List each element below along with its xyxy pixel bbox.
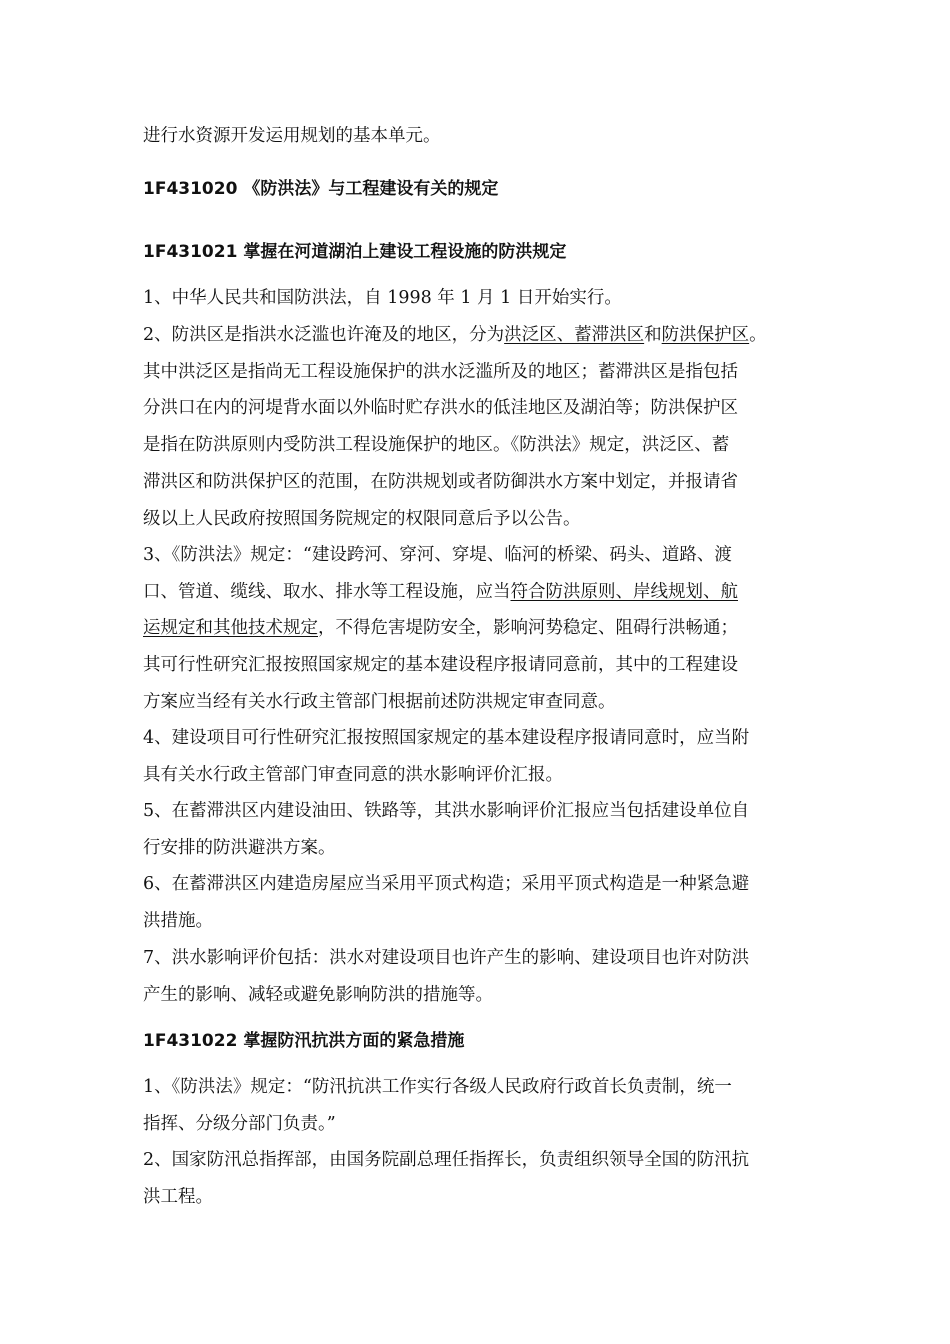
paragraph-item-q1 — [143, 1069, 823, 1142]
text-run: 。 — [749, 325, 767, 345]
text-line: 其可行性研究汇报按照国家规定的基本建设程序报请同意前，其中的工程建设 — [143, 655, 738, 676]
text-line: 产生的影响、减轻或避免影响防洪的措施等。 — [143, 984, 493, 1005]
text-line: 具有关水行政主管部门审查同意的洪水影响评价汇报。 — [143, 764, 563, 785]
text-run: 口、管道、缆线、取水、排水等工程设施，应当 — [143, 581, 511, 602]
text-run: ，不得危害堤防安全，影响河势稳定、阻碍行洪畅通； — [318, 618, 738, 639]
text-run: 和 — [644, 325, 662, 345]
text-line: 7、洪水影响评价包括：洪水对建设项目也许产生的影响、建设项目也许对防洪 — [143, 948, 750, 968]
section-heading-1f431020: 1F431020 《防洪法》与工程建设有关的规定 — [143, 179, 499, 199]
underlined-term: 运规定和其他技术规定 — [143, 618, 318, 639]
text-line — [143, 610, 823, 647]
paragraph-item-q2 — [143, 1142, 823, 1215]
text-line: 进行水资源开发运用规划的基本单元。 — [143, 126, 441, 146]
text-line: 滞洪区和防洪保护区的范围，在防洪规划或者防御洪水方案中划定，并报请省 — [143, 471, 738, 492]
paragraph-item-1 — [143, 280, 823, 317]
text-line: 5、在蓄滞洪区内建设油田、铁路等，其洪水影响评价汇报应当包括建设单位自 — [143, 801, 750, 821]
text-line: 洪措施。 — [143, 910, 213, 931]
paragraph-item-3 — [143, 537, 823, 721]
text-line: 6、在蓄滞洪区内建造房屋应当采用平顶式构造；采用平顶式构造是一种紧急避 — [143, 874, 750, 894]
text-line: 行安排的防洪避洪方案。 — [143, 837, 336, 858]
text-line: 4、建设项目可行性研究汇报按照国家规定的基本建设程序报请同意时，应当附 — [143, 728, 750, 748]
text-line — [143, 317, 823, 354]
text-line: 其中洪泛区是指尚无工程设施保护的洪水泛滥所及的地区；蓄滞洪区是指包括 — [143, 361, 738, 382]
paragraph-item-2 — [143, 317, 823, 537]
text-line: 分洪口在内的河堤背水面以外临时贮存洪水的低洼地区及湖泊等；防洪保护区 — [143, 398, 738, 419]
paragraph-item-6 — [143, 866, 823, 939]
text-run: 2、防洪区是指洪水泛滥也许淹及的地区，分为 — [143, 325, 505, 345]
text-line — [143, 574, 823, 611]
text-line: 指挥、分级分部门负责。” — [143, 1113, 336, 1134]
text-line: 是指在防洪原则内受防洪工程设施保护的地区。《防洪法》规定，洪泛区、蓄 — [143, 435, 730, 456]
text-line: 2、国家防汛总指挥部，由国务院副总理任指挥长，负责组织领导全国的防汛抗 — [143, 1150, 750, 1170]
section-heading-1f431021: 1F431021 掌握在河道湖泊上建设工程设施的防洪规定 — [143, 242, 567, 262]
paragraph-item-7 — [143, 940, 823, 1013]
text-line: 洪工程。 — [143, 1186, 213, 1207]
underlined-term: 符合防洪原则、岸线规划、航 — [510, 581, 738, 602]
text-line: 1、《防洪法》规定：“防汛抗洪工作实行各级人民政府行政首长负责制，统一 — [143, 1077, 732, 1097]
paragraph-item-5 — [143, 793, 823, 866]
section-heading-1f431022: 1F431022 掌握防汛抗洪方面的紧急措施 — [143, 1031, 465, 1051]
text-line: 1、中华人民共和国防洪法，自 1998 年 1 月 1 日开始实行。 — [143, 288, 622, 308]
text-line: 级以上人民政府按照国务院规定的权限同意后予以公告。 — [143, 508, 581, 529]
underlined-term: 洪泛区、蓄滞洪区 — [504, 325, 645, 345]
text-line: 3、《防洪法》规定：“建设跨河、穿河、穿堤、临河的桥梁、码头、道路、渡 — [143, 545, 732, 565]
text-line: 方案应当经有关水行政主管部门根据前述防洪规定审查同意。 — [143, 691, 616, 712]
paragraph-item-4 — [143, 720, 823, 793]
lead-paragraph — [143, 118, 823, 155]
underlined-term: 防洪保护区 — [661, 325, 750, 345]
